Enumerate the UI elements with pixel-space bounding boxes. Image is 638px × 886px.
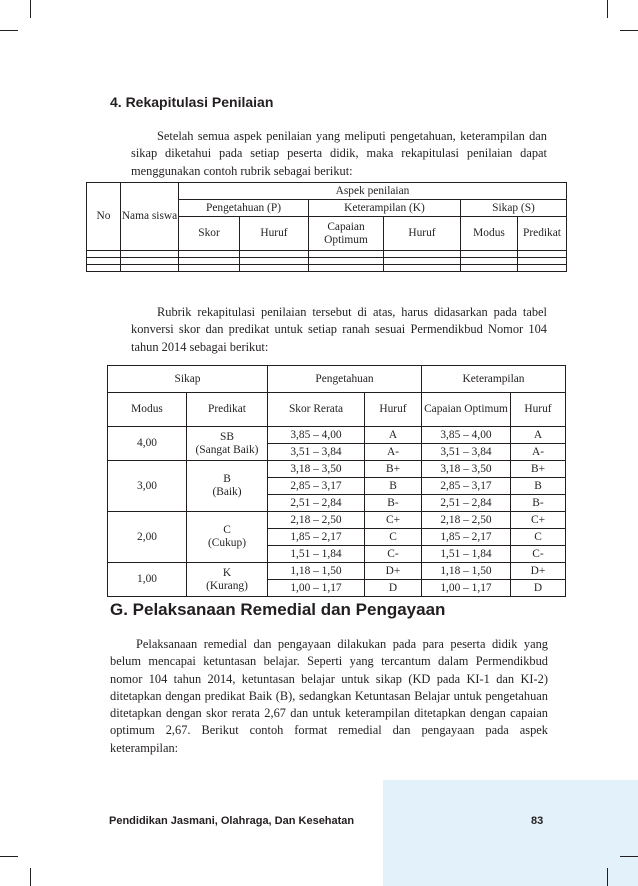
- predikat-label: (Cukup): [208, 537, 246, 549]
- header-capaian: Capaian Optimum: [422, 393, 511, 427]
- huruf-cell: C-: [365, 546, 422, 563]
- huruf-k-cell: C+: [511, 512, 566, 529]
- predikat-cell: [187, 512, 268, 563]
- huruf-cell: A-: [365, 444, 422, 461]
- huruf-k-cell: B-: [511, 495, 566, 512]
- skor-cell: 1,00 – 1,17: [268, 580, 365, 597]
- capaian-cell: 2,85 – 3,17: [422, 478, 511, 495]
- header-pengetahuan: Pengetahuan: [268, 366, 422, 393]
- huruf-k-cell: D+: [511, 563, 566, 580]
- table-row: [108, 461, 566, 478]
- modus-cell: 1,00: [108, 563, 187, 597]
- capaian-cell: 1,18 – 1,50: [422, 563, 511, 580]
- predikat-cell: [187, 563, 268, 597]
- capaian-cell: 3,18 – 3,50: [422, 461, 511, 478]
- huruf-k-cell: D: [511, 580, 566, 597]
- huruf-cell: C+: [365, 512, 422, 529]
- header-nama: Nama siswa: [121, 183, 179, 251]
- header-predikat: Predikat: [518, 217, 567, 251]
- rubrik-text: Rubrik rekapitulasi penilaian tersebut di atas, harus didasarkan pada tabel konversi skor dan predikat untuk setiap ranah sesuai Permendikbud Nomor 104 tahun 2014 sebagai berikut:: [131, 305, 547, 354]
- huruf-cell: D+: [365, 563, 422, 580]
- intro-text: Setelah semua aspek penilaian yang meliputi pengetahuan, keterampilan dan sikap diketahui pada setiap peserta didik, maka rekapitulasi penilaian dapat menggunakan contoh rubrik sebagai berikut:: [131, 129, 547, 178]
- predikat-letter: B: [223, 473, 231, 485]
- predikat-letter: K: [222, 566, 232, 579]
- huruf-cell: B-: [365, 495, 422, 512]
- footer-book-title: Pendidikan Jasmani, Olahraga, Dan Kesehatan: [109, 815, 355, 827]
- huruf-k-cell: C-: [511, 546, 566, 563]
- header-huruf-k: Huruf: [511, 393, 566, 427]
- huruf-cell: B: [365, 478, 422, 495]
- skor-cell: 2,51 – 2,84: [268, 495, 365, 512]
- crop-mark: [620, 856, 638, 857]
- skor-cell: 2,85 – 3,17: [268, 478, 365, 495]
- header-keterampilan: Keterampilan (K): [309, 200, 461, 217]
- modus-cell: 4,00: [108, 427, 187, 461]
- capaian-cell: 1,85 – 2,17: [422, 529, 511, 546]
- predikat-letter: C: [223, 524, 231, 536]
- modus-cell: 3,00: [108, 461, 187, 512]
- header-no: No: [87, 183, 121, 251]
- crop-mark: [30, 0, 31, 18]
- header-keterampilan: Keterampilan: [422, 366, 566, 393]
- remedial-text: Pelaksanaan remedial dan pengayaan dilakukan pada para peserta didik yang belum mencapai ketuntasan belajar. Seperti yang tercantum dalam Permendikbud nomor 104 tahun 2014, ketuntasan belajar untuk sikap (KD pada KI-1 dan KI-2) ditetapkan dengan predikat Baik (B), sedangkan Ketuntasan Belajar untuk pengetahuan ditetapkan dengan skor rerata 2,67 dan untuk keterampilan ditetapkan dengan capaian optimum 2,67. Berikut contoh format remedial dan pengayaan pada aspek keterampilan:: [110, 637, 548, 755]
- modus-cell: 2,00: [108, 512, 187, 563]
- section-title: G. Pelaksanaan Remedial dan Pengayaan: [110, 600, 446, 619]
- crop-mark: [620, 30, 638, 31]
- capaian-cell: 3,51 – 3,84: [422, 444, 511, 461]
- skor-cell: 1,85 – 2,17: [268, 529, 365, 546]
- predikat-label: (Kurang): [206, 579, 248, 592]
- huruf-cell: D: [365, 580, 422, 597]
- huruf-cell: A: [365, 427, 422, 444]
- table-row: [108, 512, 566, 529]
- header-modus: Modus: [108, 393, 187, 427]
- huruf-k-cell: A: [511, 427, 566, 444]
- capaian-cell: 3,85 – 4,00: [422, 427, 511, 444]
- header-predikat: Predikat: [187, 393, 268, 427]
- conversion-table: [107, 365, 566, 597]
- header-sikap: Sikap (S): [461, 200, 567, 217]
- header-modus: Modus: [461, 217, 518, 251]
- crop-mark: [30, 868, 31, 886]
- crop-mark: [607, 868, 608, 886]
- huruf-k-cell: B+: [511, 461, 566, 478]
- page-number: 83: [531, 815, 544, 827]
- crop-mark: [607, 0, 608, 18]
- skor-cell: 3,85 – 4,00: [268, 427, 365, 444]
- rubrik-paragraph: [131, 304, 547, 356]
- header-skor: Skor: [179, 217, 240, 251]
- header-capaian: Capaian Optimum: [309, 217, 384, 251]
- predikat-label: (Sangat Baik): [195, 443, 259, 456]
- capaian-cell: 2,51 – 2,84: [422, 495, 511, 512]
- crop-mark: [0, 30, 18, 31]
- skor-cell: 1,51 – 1,84: [268, 546, 365, 563]
- capaian-cell: 1,51 – 1,84: [422, 546, 511, 563]
- header-sikap: Sikap: [108, 366, 268, 393]
- crop-mark: [0, 856, 18, 857]
- skor-cell: 3,18 – 3,50: [268, 461, 365, 478]
- huruf-k-cell: B: [511, 478, 566, 495]
- footer-band: [0, 780, 638, 886]
- predikat-label: (Baik): [212, 486, 242, 498]
- header-huruf: Huruf: [240, 217, 309, 251]
- skor-cell: 1,18 – 1,50: [268, 563, 365, 580]
- header-huruf-k: Huruf: [384, 217, 461, 251]
- skor-cell: 3,51 – 3,84: [268, 444, 365, 461]
- predikat-cell: [187, 427, 268, 461]
- header-aspek: Aspek penilaian: [179, 183, 567, 200]
- capaian-cell: 2,18 – 2,50: [422, 512, 511, 529]
- header-huruf: Huruf: [365, 393, 422, 427]
- intro-paragraph: [131, 128, 547, 180]
- skor-cell: 2,18 – 2,50: [268, 512, 365, 529]
- header-pengetahuan: Pengetahuan (P): [179, 200, 309, 217]
- huruf-cell: B+: [365, 461, 422, 478]
- huruf-k-cell: C: [511, 529, 566, 546]
- capaian-cell: 1,00 – 1,17: [422, 580, 511, 597]
- table-row: [108, 563, 566, 580]
- section-title: 4. Rekapitulasi Penilaian: [110, 94, 274, 110]
- huruf-cell: C: [365, 529, 422, 546]
- predikat-letter: SB: [220, 430, 234, 443]
- table-row: [108, 427, 566, 444]
- huruf-k-cell: A-: [511, 444, 566, 461]
- remedial-paragraph: [110, 636, 548, 757]
- header-skor-rerata: Skor Rerata: [268, 393, 365, 427]
- predikat-cell: [187, 461, 268, 512]
- recap-table: [86, 182, 567, 272]
